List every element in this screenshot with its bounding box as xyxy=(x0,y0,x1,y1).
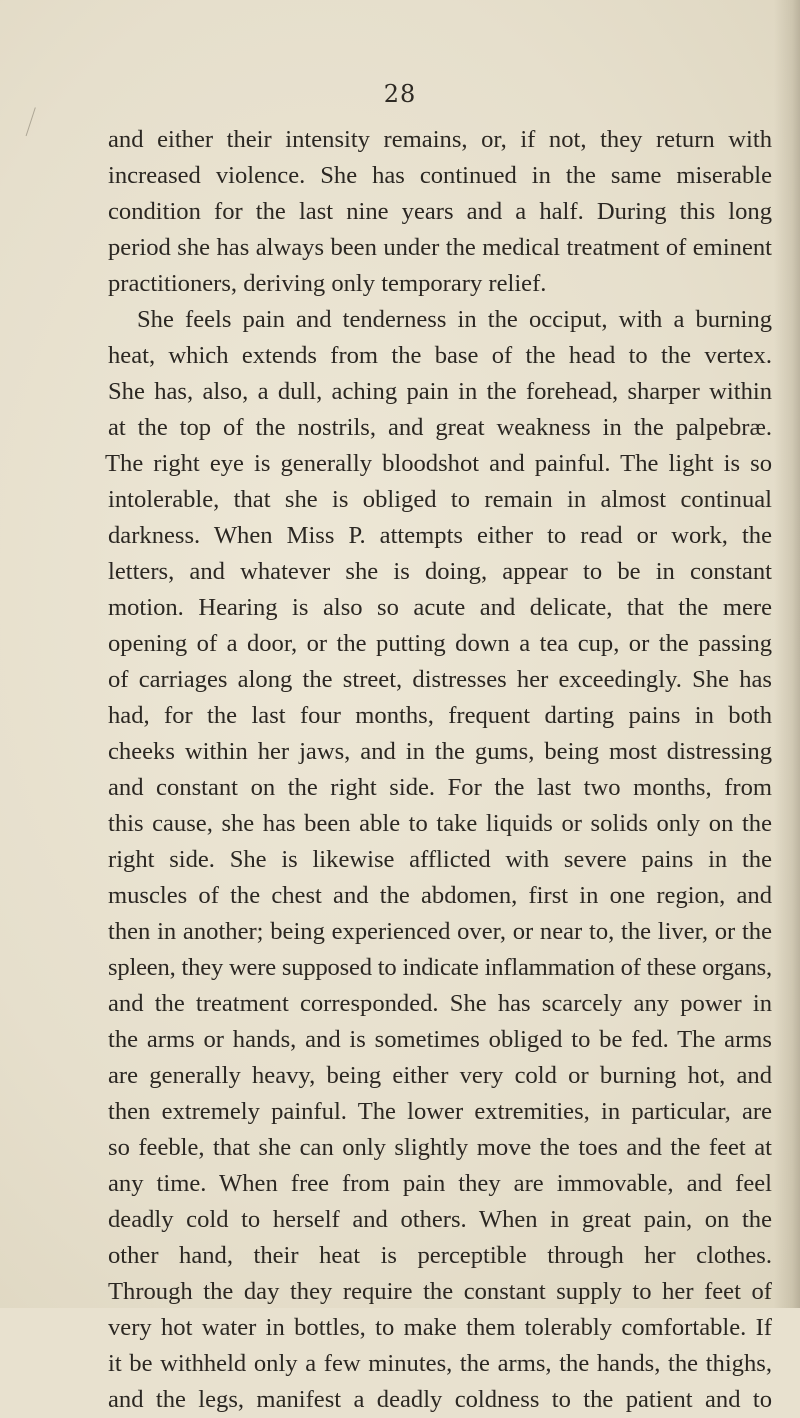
text-line: Through the day they require the constant supply to her feet of xyxy=(108,1278,772,1305)
text-line: right side. She is likewise afflicted with severe pains in the xyxy=(108,846,772,873)
text-line: other hand, their heat is perceptible through her clothes. xyxy=(108,1242,772,1269)
text-line: and constant on the right side. For the last two months, from xyxy=(108,774,772,801)
text-line: increased violence. She has continued in the same miserable xyxy=(108,162,772,189)
text-line: are generally heavy, being either very cold or burning hot, and xyxy=(108,1062,772,1089)
text-line: of carriages along the street, distresses her exceedingly. She has xyxy=(108,666,772,693)
text-line: practitioners, deriving only temporary relief. xyxy=(108,270,547,297)
text-line: very hot water in bottles, to make them tolerably comfortable. If xyxy=(108,1314,772,1341)
text-line: condition for the last nine years and a half. During this long xyxy=(108,198,772,225)
text-line: had, for the last four months, frequent darting pains in both xyxy=(108,702,772,729)
text-line: muscles of the chest and the abdomen, first in one region, and xyxy=(108,882,772,909)
text-line: motion. Hearing is also so acute and delicate, that the mere xyxy=(108,594,772,621)
text-line: deadly cold to herself and others. When in great pain, on the xyxy=(108,1206,772,1233)
text-line: letters, and whatever she is doing, appear to be in constant xyxy=(108,558,772,585)
text-line: then in another; being experienced over, or near to, the liver, or the xyxy=(108,918,772,945)
text-line: then extremely painful. The lower extremities, in particular, are xyxy=(108,1098,772,1125)
text-line: darkness. When Miss P. attempts either to read or work, the xyxy=(108,522,772,549)
margin-mark xyxy=(26,107,44,138)
text-line: any time. When free from pain they are immovable, and feel xyxy=(108,1170,772,1197)
body-text xyxy=(105,122,772,1418)
text-line: opening of a door, or the putting down a tea cup, or the passing xyxy=(108,630,772,657)
text-line: so feeble, that she can only slightly move the toes and the feet at xyxy=(108,1134,772,1161)
page-edge-shadow xyxy=(774,0,800,1308)
text-line: the arms or hands, and is sometimes obliged to be fed. The arms xyxy=(108,1026,772,1053)
text-line: She has, also, a dull, aching pain in the forehead, sharper within xyxy=(108,378,772,405)
text-line: this cause, she has been able to take liquids or solids only on the xyxy=(108,810,772,837)
text-line: heat, which extends from the base of the head to the vertex. xyxy=(108,342,772,369)
text-line: spleen, they were supposed to indicate inflammation of these organs, xyxy=(108,954,772,981)
text-line: it be withheld only a few minutes, the arms, the hands, the thighs, xyxy=(108,1350,772,1377)
text-line: cheeks within her jaws, and in the gums, being most distressing xyxy=(108,738,772,765)
page-number: 28 xyxy=(383,80,417,108)
text-line: The right eye is generally bloodshot and painful. The light is so xyxy=(105,450,772,477)
text-line: and the treatment corresponded. She has scarcely any power in xyxy=(108,990,772,1017)
text-line: She feels pain and tenderness in the occiput, with a burning xyxy=(137,306,772,333)
text-line: at the top of the nostrils, and great weakness in the palpebræ. xyxy=(108,414,772,441)
text-line: intolerable, that she is obliged to remain in almost continual xyxy=(108,486,772,513)
text-line: period she has always been under the medical treatment of eminent xyxy=(108,234,772,261)
text-line: and either their intensity remains, or, if not, they return with xyxy=(108,126,772,153)
text-line: and the legs, manifest a deadly coldness to the patient and to xyxy=(108,1386,772,1413)
